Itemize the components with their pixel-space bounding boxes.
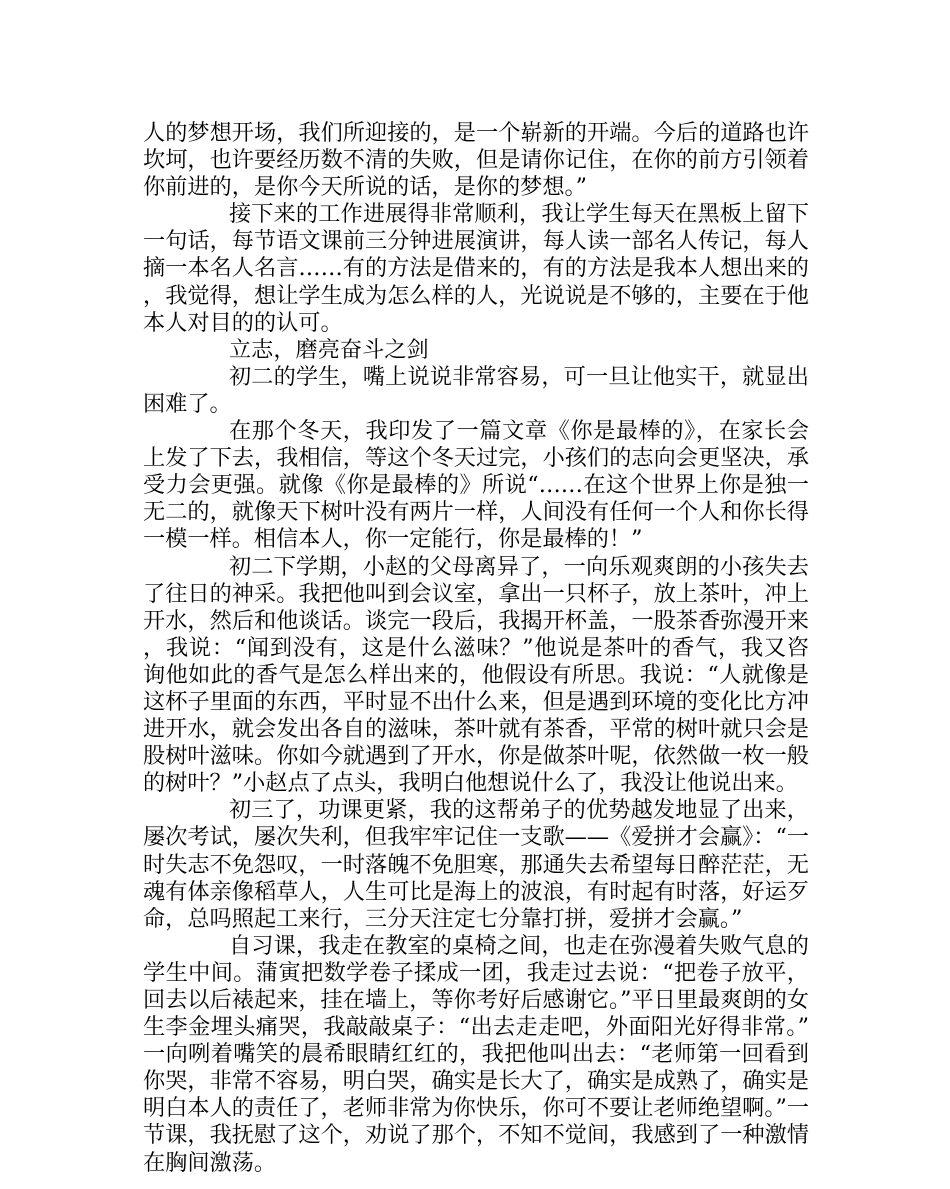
paragraph-grade-three: 初三了，功课更紧，我的这帮弟子的优势越发地显了出来，屡次考试，屡次失利，但我牢牢记住一支歌——《爱拼才会赢》：“一时失志不免怨叹，一时落魄不免胆寒，那通失去希望每日醉茫茫，无魂有体亲像稻草人，人生可比是海上的波浪，有时起有时落，好运歹命，总吗照起工来行，三分天注定七分靠打拼，爱拼才会赢。” — [143, 797, 809, 932]
paragraph-xiao-zhao: 初二下学期，小赵的父母离异了，一向乐观爽朗的小孩失去了往日的神采。我把他叫到会议室，拿出一只杯子，放上茶叶，冲上开水，然后和他谈话。谈完一段后，我揭开杯盖，一股茶香弥漫开来，我说：“闻到没有，这是什么滋味？”他说是茶叶的香气，我又咨询他如此的香气是怎么样出来的，他假设有所思。我说：“人就像是这杯子里面的东西，平时显不出什么来，但是遇到环境的变化比方冲进开水，就会发出各自的滋味，茶叶就有茶香，平常的树叶就只会是股树叶滋味。你如今就遇到了开水，你是做茶叶呢，依然做一枚一般的树叶？”小赵点了点头，我明白他想说什么了，我没让他说出来。 — [143, 553, 809, 797]
paragraph-grade-two: 初二的学生，嘴上说说非常容易，可一旦让他实干，就显出困难了。 — [143, 363, 809, 417]
paragraph-work-progress: 接下来的工作进展得非常顺利，我让学生每天在黑板上留下一句话，每节语文课前三分钟进展演讲，每人读一部名人传记，每人摘一本名人名言……有的方法是借来的，有的方法是我本人想出来的，我觉得，想让学生成为怎么样的人，光说说是不够的，主要在于他本人对目的的认可。 — [143, 201, 809, 336]
section-heading: 立志，磨亮奋斗之剑 — [229, 336, 429, 363]
paragraph-winter-article: 在那个冬天，我印发了一篇文章《你是最棒的》，在家长会上发了下去，我相信，等这个冬天过完，小孩们的志向会更坚决，承受力会更强。就像《你是最棒的》所说“……在这个世界上你是独一无二的，就像天下树叶没有两片一样，人间没有任何一个人和你长得一模一样。相信本人，你一定能行，你是最棒的！” — [143, 418, 809, 553]
paragraph-dream-continuation: 人的梦想开场，我们所迎接的，是一个崭新的开端。今后的道路也许坎坷，也许要经历数不清的失败，但是请你记住，在你的前方引领着你前进的，是你今天所说的话，是你的梦想。” — [143, 120, 809, 201]
document-page — [143, 120, 809, 1177]
paragraph-self-study: 自习课，我走在教室的桌椅之间，也走在弥漫着失败气息的学生中间。蒲寅把数学卷子揉成一团，我走过去说：“把卷子放平，回去以后裱起来，挂在墙上，等你考好后感谢它。”平日里最爽朗的女生李金埋头痛哭，我敲敲桌子：“出去走走吧，外面阳光好得非常。”一向咧着嘴笑的晨希眼睛红红的，我把他叫出去：“老师第一回看到你哭，非常不容易，明白哭，确实是长大了，确实是成熟了，确实是明白本人的责任了，老师非常为你快乐，你可不要让老师绝望啊。”一节课，我抚慰了这个，劝说了那个，不知不觉间，我感到了一种激情在胸间激荡。 — [143, 932, 809, 1176]
